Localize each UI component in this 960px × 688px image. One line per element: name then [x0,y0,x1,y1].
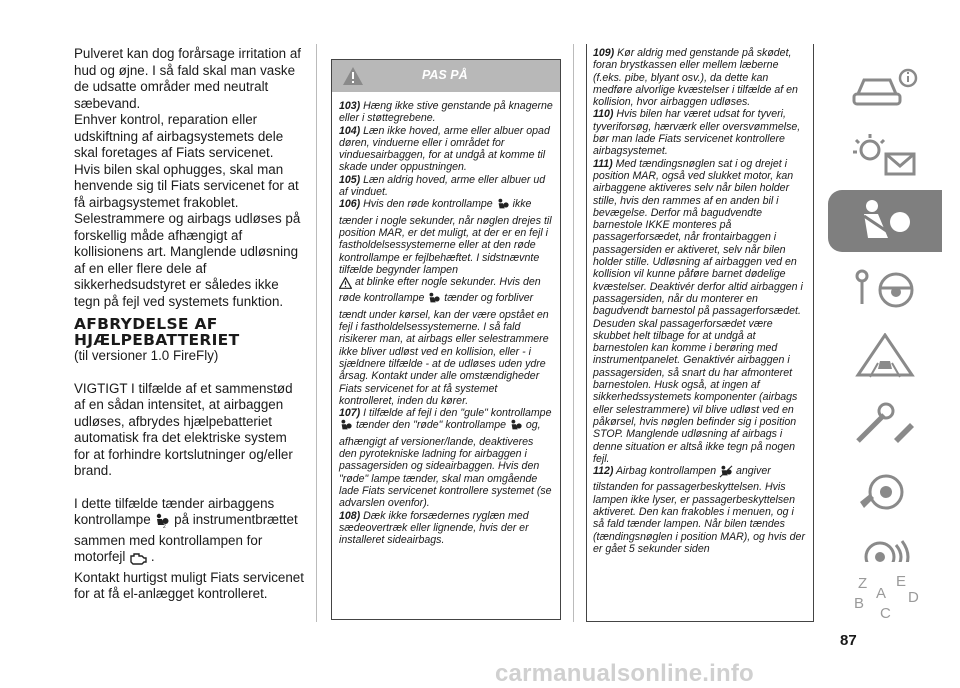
lights-icon [850,132,920,178]
car-info-icon [850,64,920,110]
airbag-warning-light-icon [154,513,170,533]
index-letter: E [896,573,907,590]
warning-box-text [332,92,560,546]
tab-index[interactable] [828,562,942,622]
tab-safety[interactable] [828,190,942,252]
tab-emergency[interactable] [828,393,942,455]
paragraph: Enhver kontrol, reparation eller udskiftning af airbagsystemets dele skal foretages af Fiats servicenet. [74,112,284,160]
warning-title: PAS PÅ [422,68,468,82]
index-letter: B [854,595,865,612]
index-icon [850,570,930,622]
section-heading [74,316,306,348]
column-divider [573,44,574,622]
page-number: 87 [840,632,857,649]
key-steering-icon [850,266,920,312]
warning-note-109: 109) Kør aldrig med genstande på skødet, foran brystkassen eller mellem læberne (f.eks. pibe, blyant osv.), da dette kan medføre alvorlige kvæstelser i tilfælde af en kollision, hvor airbaggen udløses. [593,47,798,109]
passenger-airbag-off-icon [719,465,733,481]
warning-road-icon [850,333,920,379]
heading-line-2: HJÆLPEBATTERIET [74,331,240,349]
tab-warning-lights[interactable] [828,325,942,387]
warning-note-110: 110) Hvis bilen har været udsat for tyveri, tyveriforsøg, hærværk eller oversvømmelse, bør man lade Fiats servicenet kontrollere airbagsystemet. [593,108,801,158]
warning-note-106: 106) Hvis den røde kontrollampe ikke tænder i nogle sekunder, når nøglen drejes til position MAR, er det muligt, at der er en fejl i fastholdelsessystemerne eller at den røde kontrollampe er fejlbehæftet. I sidstnævnte tilfælde begynder lampen at blinke efter nogle sekunder. Hvis den røde kontrollampe tænder og forbliver tændt under kørsel, kan der være opstået en fejl i fastholdelsessystemerne. I så fald risikerer man, at airbags eller selestrammere ikke bliver udløst ved en kollision, eller - i sjældnere tilfælde - at de udløses uden ydre årsag. Kontakt under alle omstændigheder Fiats servicenet for at få systemet kontrolleret, inden du kører. [339,198,552,407]
safety-airbag-icon [850,198,920,244]
warning-triangle-icon [339,277,352,292]
tab-maintenance[interactable] [828,460,942,522]
section-subheading: (til versioner 1.0 FireFly) [74,348,219,363]
paragraph: Pulveret kan dog forårsage irritation af hud og øjne. I så fald skal man vaske de udsatte områder med neutralt sæbevand. [74,46,302,111]
text-span: . [150,549,155,564]
text-span: I dette tilfælde tænder airbaggens kontrollampe [74,495,275,527]
warning-note-111: 111) Med tændingsnøglen sat i og drejet i position MAR, også ved slukket motor, kan airbaggene aktiveres selv når bilen holder stille, hvis den rammes af en anden bil i bevægelse. Derfor må bagudvendte barnestole IKKE monteres på passagerforsædet, når frontairbaggen i passagersiden er aktiveret, selv når bilen holder stille. Udløsning af airbaggen ved en kollision vil kunne påføre barnet dødelige kvæstelser. Deaktivér derfor altid airbaggen i passagersiden, når du monterer en bagudvendt barnestol på passagerforsædet. Desuden skal passagerforsædet være skubbet helt tilbage for at undgå at barnestolen kan komme i berøring med instrumentpanelet. Genaktivér airbaggen i passagersiden, så snart du har afmonteret barnestolen. Husk også, at ingen af sikkerhedssystemets komponenter (airbags eller selestrammere) vil blive udløst ved en påkørsel, hvis nøglen befinder sig i position STOP. Manglende udløsning af airbags i denne situation er altså ikke tegn på nogen fejl. [593,157,803,465]
index-letter: D [908,589,919,606]
left-text-column [74,46,306,603]
airbag-warning-light-icon [509,419,523,435]
warning-note-107: 107) I tilfælde af fejl i den "gule" kontrollampe tænder den "røde" kontrollampe og, afhængigt af versioner/lande, deaktiveres den pyrotekniske ladning for airbaggen i passagersiden og sideairbaggen. Hvis den "røde" lampe tænder, skal man omgående lade Fiats servicenet kontrollere systemet (se advarslen ovenfor). [339,407,552,510]
heading-line-1: AFBRYDELSE AF [74,315,218,333]
warning-triangle-icon [342,66,364,86]
tab-car-info[interactable] [828,56,942,118]
airbag-warning-light-icon [427,292,441,308]
breakdown-tools-icon [850,401,920,447]
warning-note-112: 112) Airbag kontrollampen angiver tilstanden for passagerbeskyttelsen. Hvis lampen ikke lyser, er passagerbeskyttelsen aktiveret. Den kan frakobles i menuen, og i så fald tænder lampen. Når bilen tændes (tændingsnøglen i position MAR), og hvis der er gået 5 sekunder siden [593,465,805,555]
engine-fault-icon [129,552,147,570]
warning-note-103: 103) Hæng ikke stive genstande på knagerne eller i støttegrebene. [339,100,553,125]
right-warning-column [586,44,814,622]
airbag-warning-light-icon [339,419,353,435]
warning-note-108: 108) Dæk ikke forsædernes ryglæn med sædeovertræk eller lignende, hvis der er installeret sideairbags. [339,509,529,547]
column-divider [316,44,317,622]
tab-starting-driving[interactable] [828,258,942,320]
index-letter: A [876,585,887,602]
text-span: på instrumentbrættet sammen med kontrollampen for motorfejl [74,512,298,564]
warning-note-105: 105) Læn aldrig hoved, arme eller albuer ud af vinduet. [339,173,546,199]
svg-text:2: 2 [163,524,167,528]
warning-box [331,59,561,620]
maintenance-icon [850,468,920,514]
index-letter: Z [858,575,868,592]
warning-note-104: 104) Læn ikke hoved, arme eller albuer opad døren, vinduerne eller i området for vinduesairbaggen, for at undgå at komme til skade under oppustningen. [339,124,550,174]
tab-lights[interactable] [828,124,942,186]
paragraph: Kontakt hurtigst muligt Fiats servicenet for at få el-anlægget kontrolleret. [74,569,304,601]
paragraph: Selestrammere og airbags udløses på forskellig måde afhængigt af kollisionens art. Manglende udløsning af en eller flere dele af sikkerhedsudstyret er således ikke tegn på fejl ved systemets funktion. [74,211,301,309]
paragraph [74,496,306,570]
paragraph: VIGTIGT I tilfælde af et sammenstød af en sådan intensitet, at airbaggen udløses, afbrydes hjælpebatteriet automatisk fra det elektriske system for at forhindre kortslutninger og/eller brand. [74,380,293,478]
airbag-warning-light-icon [496,198,510,214]
watermark: carmanualsonline.info [495,660,754,687]
warning-box-header [332,60,560,92]
index-letter: C [880,605,891,622]
paragraph: Hvis bilen skal ophugges, skal man henvende sig til Fiats servicenet for at få airbagsystemet frakoblet. [74,161,299,210]
